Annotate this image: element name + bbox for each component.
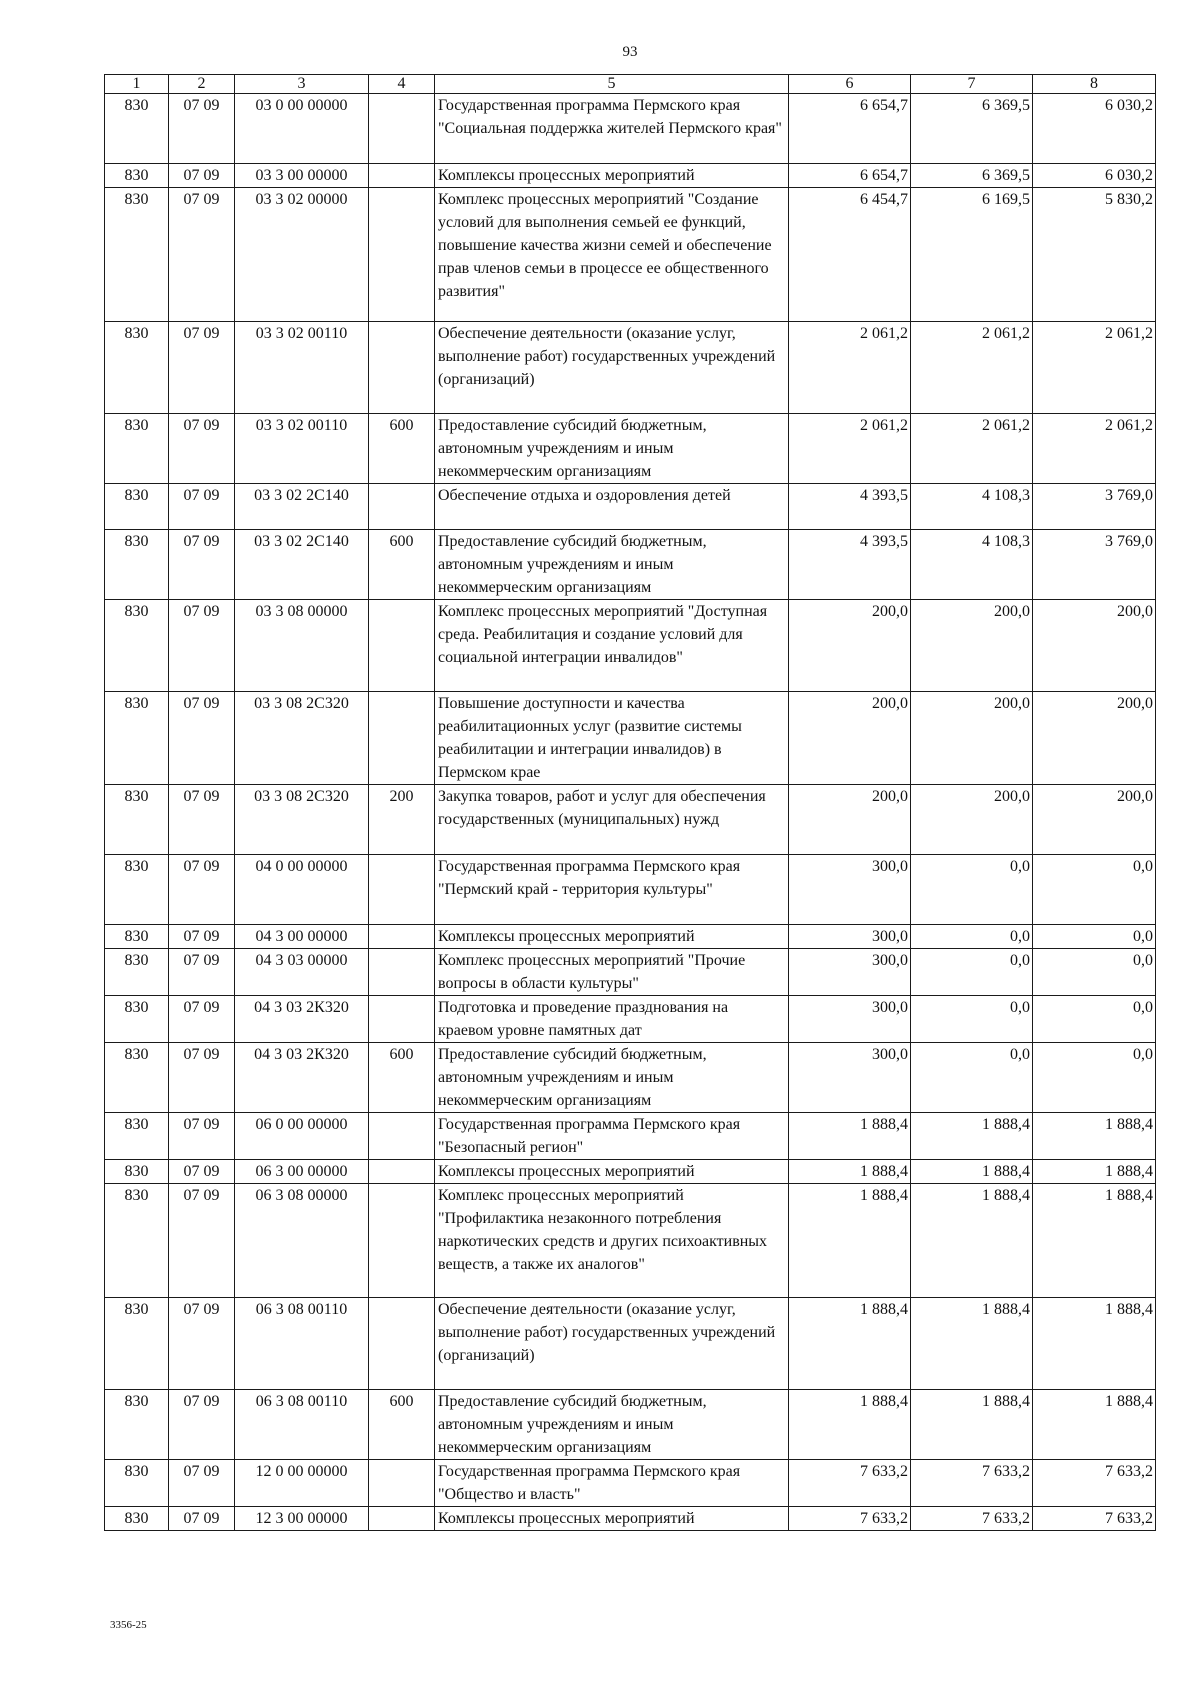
section-code-cell: 07 09 [169, 484, 235, 530]
amount-cell: 1 888,4 [789, 1184, 911, 1298]
amount-cell: 0,0 [911, 1043, 1033, 1113]
target-item-cell: 03 3 02 00110 [235, 322, 369, 414]
table-row [105, 949, 1156, 996]
description-cell: Комплексы процессных мероприятий [435, 925, 789, 949]
target-item-cell: 03 0 00 00000 [235, 94, 369, 164]
amount-cell: 200,0 [911, 785, 1033, 855]
table-row [105, 322, 1156, 414]
section-code-cell: 07 09 [169, 600, 235, 692]
target-item-cell: 12 0 00 00000 [235, 1460, 369, 1507]
section-code-cell: 07 09 [169, 322, 235, 414]
amount-cell: 1 888,4 [911, 1113, 1033, 1160]
target-item-cell: 06 3 00 00000 [235, 1160, 369, 1184]
section-code-cell: 07 09 [169, 785, 235, 855]
amount-cell: 1 888,4 [1033, 1390, 1156, 1460]
amount-cell: 7 633,2 [911, 1460, 1033, 1507]
amount-cell: 1 888,4 [789, 1160, 911, 1184]
amount-cell: 200,0 [911, 600, 1033, 692]
agency-code-cell: 830 [105, 1390, 169, 1460]
expense-type-cell [369, 925, 435, 949]
description-cell: Предоставление субсидий бюджетным, автономным учреждениям и иным некоммерческим организациям [435, 414, 789, 484]
amount-cell: 2 061,2 [1033, 414, 1156, 484]
description-cell: Государственная программа Пермского края "Общество и власть" [435, 1460, 789, 1507]
agency-code-cell: 830 [105, 785, 169, 855]
amount-cell: 1 888,4 [911, 1184, 1033, 1298]
table-row [105, 1160, 1156, 1184]
amount-cell: 2 061,2 [789, 414, 911, 484]
amount-cell: 0,0 [911, 925, 1033, 949]
target-item-cell: 04 3 00 00000 [235, 925, 369, 949]
target-item-cell: 03 3 02 2С140 [235, 530, 369, 600]
expense-type-cell [369, 1460, 435, 1507]
amount-cell: 0,0 [911, 996, 1033, 1043]
amount-cell: 0,0 [1033, 855, 1156, 925]
amount-cell: 6 654,7 [789, 164, 911, 188]
expense-type-cell: 600 [369, 1390, 435, 1460]
section-code-cell: 07 09 [169, 1043, 235, 1113]
target-item-cell: 03 3 02 00110 [235, 414, 369, 484]
table-row [105, 1113, 1156, 1160]
agency-code-cell: 830 [105, 1460, 169, 1507]
expense-type-cell [369, 188, 435, 322]
amount-cell: 300,0 [789, 996, 911, 1043]
expense-type-cell [369, 996, 435, 1043]
amount-cell: 7 633,2 [789, 1460, 911, 1507]
amount-cell: 0,0 [911, 949, 1033, 996]
column-header: 2 [169, 75, 235, 94]
expense-type-cell [369, 1184, 435, 1298]
amount-cell: 7 633,2 [1033, 1507, 1156, 1531]
amount-cell: 6 169,5 [911, 188, 1033, 322]
document-code: 3356-25 [110, 1619, 147, 1631]
amount-cell: 6 030,2 [1033, 94, 1156, 164]
expense-type-cell [369, 1507, 435, 1531]
target-item-cell: 06 3 08 00110 [235, 1298, 369, 1390]
expense-type-cell [369, 949, 435, 996]
section-code-cell: 07 09 [169, 949, 235, 996]
description-cell: Обеспечение деятельности (оказание услуг, выполнение работ) государственных учреждений (организаций) [435, 1298, 789, 1390]
column-header: 4 [369, 75, 435, 94]
agency-code-cell: 830 [105, 94, 169, 164]
amount-cell: 0,0 [1033, 949, 1156, 996]
section-code-cell: 07 09 [169, 1390, 235, 1460]
amount-cell: 4 108,3 [911, 530, 1033, 600]
amount-cell: 1 888,4 [1033, 1113, 1156, 1160]
table-row [105, 188, 1156, 322]
section-code-cell: 07 09 [169, 996, 235, 1043]
amount-cell: 300,0 [789, 949, 911, 996]
expense-type-cell: 600 [369, 414, 435, 484]
amount-cell: 6 030,2 [1033, 164, 1156, 188]
description-cell: Государственная программа Пермского края "Пермский край - территория культуры" [435, 855, 789, 925]
amount-cell: 200,0 [911, 692, 1033, 785]
table-row [105, 1390, 1156, 1460]
amount-cell: 2 061,2 [911, 414, 1033, 484]
column-header: 3 [235, 75, 369, 94]
expense-type-cell [369, 164, 435, 188]
expense-type-cell [369, 855, 435, 925]
table-row [105, 164, 1156, 188]
amount-cell: 4 393,5 [789, 530, 911, 600]
description-cell: Комплексы процессных мероприятий [435, 164, 789, 188]
amount-cell: 300,0 [789, 925, 911, 949]
section-code-cell: 07 09 [169, 1160, 235, 1184]
amount-cell: 6 654,7 [789, 94, 911, 164]
description-cell: Предоставление субсидий бюджетным, автономным учреждениям и иным некоммерческим организациям [435, 1390, 789, 1460]
amount-cell: 1 888,4 [789, 1390, 911, 1460]
expense-type-cell [369, 1298, 435, 1390]
agency-code-cell: 830 [105, 925, 169, 949]
expense-type-cell [369, 1160, 435, 1184]
target-item-cell: 06 0 00 00000 [235, 1113, 369, 1160]
amount-cell: 6 369,5 [911, 164, 1033, 188]
description-cell: Комплекс процессных мероприятий "Профилактика незаконного потребления наркотических средств и других психоактивных веществ, а также их аналогов" [435, 1184, 789, 1298]
target-item-cell: 12 3 00 00000 [235, 1507, 369, 1531]
amount-cell: 300,0 [789, 1043, 911, 1113]
amount-cell: 0,0 [1033, 996, 1156, 1043]
agency-code-cell: 830 [105, 484, 169, 530]
column-header: 8 [1033, 75, 1156, 94]
section-code-cell: 07 09 [169, 188, 235, 322]
agency-code-cell: 830 [105, 1160, 169, 1184]
table-row [105, 1043, 1156, 1113]
table-row [105, 530, 1156, 600]
amount-cell: 7 633,2 [789, 1507, 911, 1531]
table-row [105, 692, 1156, 785]
expense-type-cell: 600 [369, 530, 435, 600]
amount-cell: 0,0 [1033, 925, 1156, 949]
amount-cell: 3 769,0 [1033, 530, 1156, 600]
table-row [105, 1460, 1156, 1507]
amount-cell: 1 888,4 [1033, 1184, 1156, 1298]
target-item-cell: 03 3 02 00000 [235, 188, 369, 322]
section-code-cell: 07 09 [169, 164, 235, 188]
target-item-cell: 04 3 03 2К320 [235, 996, 369, 1043]
description-cell: Предоставление субсидий бюджетным, автономным учреждениям и иным некоммерческим организациям [435, 530, 789, 600]
header-row [105, 75, 1156, 94]
amount-cell: 200,0 [1033, 692, 1156, 785]
table-row [105, 785, 1156, 855]
agency-code-cell: 830 [105, 188, 169, 322]
section-code-cell: 07 09 [169, 530, 235, 600]
amount-cell: 0,0 [911, 855, 1033, 925]
description-cell: Государственная программа Пермского края "Социальная поддержка жителей Пермского края" [435, 94, 789, 164]
target-item-cell: 03 3 00 00000 [235, 164, 369, 188]
amount-cell: 1 888,4 [911, 1298, 1033, 1390]
target-item-cell: 04 0 00 00000 [235, 855, 369, 925]
amount-cell: 200,0 [1033, 785, 1156, 855]
section-code-cell: 07 09 [169, 1298, 235, 1390]
expense-type-cell [369, 1113, 435, 1160]
agency-code-cell: 830 [105, 1043, 169, 1113]
expense-type-cell [369, 322, 435, 414]
agency-code-cell: 830 [105, 530, 169, 600]
agency-code-cell: 830 [105, 1184, 169, 1298]
table-row [105, 925, 1156, 949]
column-header: 1 [105, 75, 169, 94]
amount-cell: 200,0 [789, 600, 911, 692]
description-cell: Комплекс процессных мероприятий "Создание условий для выполнения семьей ее функций, повышение качества жизни семей и обеспечение прав членов семьи в процессе ее общественного развития" [435, 188, 789, 322]
amount-cell: 2 061,2 [1033, 322, 1156, 414]
description-cell: Обеспечение отдыха и оздоровления детей [435, 484, 789, 530]
table-row [105, 1298, 1156, 1390]
agency-code-cell: 830 [105, 1298, 169, 1390]
amount-cell: 200,0 [789, 692, 911, 785]
budget-table [104, 74, 1156, 1531]
section-code-cell: 07 09 [169, 1460, 235, 1507]
agency-code-cell: 830 [105, 164, 169, 188]
table-row [105, 1184, 1156, 1298]
amount-cell: 2 061,2 [789, 322, 911, 414]
description-cell: Комплекс процессных мероприятий "Прочие вопросы в области культуры" [435, 949, 789, 996]
target-item-cell: 03 3 08 00000 [235, 600, 369, 692]
table-row [105, 414, 1156, 484]
amount-cell: 4 393,5 [789, 484, 911, 530]
column-header: 5 [435, 75, 789, 94]
description-cell: Закупка товаров, работ и услуг для обеспечения государственных (муниципальных) нужд [435, 785, 789, 855]
description-cell: Комплекс процессных мероприятий "Доступная среда. Реабилитация и создание условий для социальной интеграции инвалидов" [435, 600, 789, 692]
description-cell: Подготовка и проведение празднования на краевом уровне памятных дат [435, 996, 789, 1043]
table-row [105, 600, 1156, 692]
amount-cell: 0,0 [1033, 1043, 1156, 1113]
section-code-cell: 07 09 [169, 94, 235, 164]
description-cell: Комплексы процессных мероприятий [435, 1507, 789, 1531]
agency-code-cell: 830 [105, 322, 169, 414]
agency-code-cell: 830 [105, 996, 169, 1043]
target-item-cell: 04 3 03 00000 [235, 949, 369, 996]
target-item-cell: 06 3 08 00000 [235, 1184, 369, 1298]
amount-cell: 300,0 [789, 855, 911, 925]
section-code-cell: 07 09 [169, 692, 235, 785]
amount-cell: 1 888,4 [911, 1390, 1033, 1460]
agency-code-cell: 830 [105, 855, 169, 925]
amount-cell: 5 830,2 [1033, 188, 1156, 322]
agency-code-cell: 830 [105, 949, 169, 996]
section-code-cell: 07 09 [169, 925, 235, 949]
column-header: 7 [911, 75, 1033, 94]
amount-cell: 1 888,4 [911, 1160, 1033, 1184]
agency-code-cell: 830 [105, 692, 169, 785]
page-number: 93 [622, 44, 638, 60]
amount-cell: 7 633,2 [1033, 1460, 1156, 1507]
table-row [105, 855, 1156, 925]
column-header: 6 [789, 75, 911, 94]
amount-cell: 1 888,4 [789, 1113, 911, 1160]
description-cell: Комплексы процессных мероприятий [435, 1160, 789, 1184]
description-cell: Предоставление субсидий бюджетным, автономным учреждениям и иным некоммерческим организациям [435, 1043, 789, 1113]
amount-cell: 4 108,3 [911, 484, 1033, 530]
amount-cell: 6 454,7 [789, 188, 911, 322]
section-code-cell: 07 09 [169, 414, 235, 484]
amount-cell: 3 769,0 [1033, 484, 1156, 530]
table-row [105, 1507, 1156, 1531]
table-row [105, 484, 1156, 530]
table-body [105, 94, 1156, 1531]
table-row [105, 996, 1156, 1043]
amount-cell: 200,0 [1033, 600, 1156, 692]
target-item-cell: 04 3 03 2К320 [235, 1043, 369, 1113]
target-item-cell: 06 3 08 00110 [235, 1390, 369, 1460]
amount-cell: 1 888,4 [1033, 1298, 1156, 1390]
amount-cell: 1 888,4 [1033, 1160, 1156, 1184]
agency-code-cell: 830 [105, 1507, 169, 1531]
section-code-cell: 07 09 [169, 855, 235, 925]
expense-type-cell: 600 [369, 1043, 435, 1113]
table-row [105, 94, 1156, 164]
target-item-cell: 03 3 08 2С320 [235, 785, 369, 855]
agency-code-cell: 830 [105, 414, 169, 484]
expense-type-cell [369, 600, 435, 692]
agency-code-cell: 830 [105, 600, 169, 692]
section-code-cell: 07 09 [169, 1507, 235, 1531]
target-item-cell: 03 3 08 2С320 [235, 692, 369, 785]
description-cell: Повышение доступности и качества реабилитационных услуг (развитие системы реабилитации и интеграции инвалидов) в Пермском крае [435, 692, 789, 785]
amount-cell: 200,0 [789, 785, 911, 855]
amount-cell: 7 633,2 [911, 1507, 1033, 1531]
expense-type-cell: 200 [369, 785, 435, 855]
description-cell: Обеспечение деятельности (оказание услуг, выполнение работ) государственных учреждений (организаций) [435, 322, 789, 414]
section-code-cell: 07 09 [169, 1184, 235, 1298]
expense-type-cell [369, 692, 435, 785]
section-code-cell: 07 09 [169, 1113, 235, 1160]
target-item-cell: 03 3 02 2С140 [235, 484, 369, 530]
amount-cell: 2 061,2 [911, 322, 1033, 414]
amount-cell: 6 369,5 [911, 94, 1033, 164]
description-cell: Государственная программа Пермского края "Безопасный регион" [435, 1113, 789, 1160]
amount-cell: 1 888,4 [789, 1298, 911, 1390]
expense-type-cell [369, 94, 435, 164]
agency-code-cell: 830 [105, 1113, 169, 1160]
expense-type-cell [369, 484, 435, 530]
